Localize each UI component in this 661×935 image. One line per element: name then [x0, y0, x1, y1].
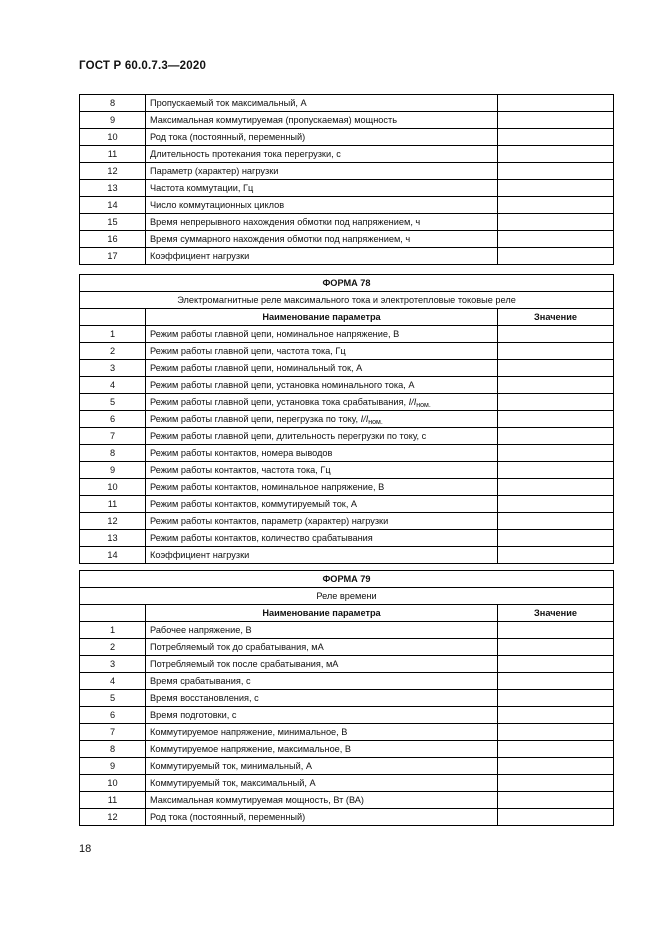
table-row — [80, 690, 614, 707]
form-78-table — [79, 274, 614, 564]
parameter-value — [498, 197, 614, 214]
row-number: 10 — [80, 129, 146, 146]
parameter-name — [146, 462, 498, 479]
table-row — [80, 428, 614, 445]
row-number: 2 — [80, 639, 146, 656]
parameter-name — [146, 197, 498, 214]
table-row — [80, 513, 614, 530]
parameter-text: Режим работы главной цепи, установка тока срабатывания, — [150, 396, 407, 407]
table-row — [80, 792, 614, 809]
parameter-name — [146, 775, 498, 792]
column-header-name: Наименование параметра — [146, 605, 498, 622]
parameter-text: Время срабатывания, с — [150, 675, 251, 686]
page-number: 18 — [79, 843, 92, 855]
table-row — [80, 707, 614, 724]
parameter-value — [498, 214, 614, 231]
parameter-text: Коммутируемый ток, максимальный, А — [150, 777, 316, 788]
parameter-name — [146, 547, 498, 564]
row-number: 12 — [80, 163, 146, 180]
table-row — [80, 411, 614, 428]
table-row — [80, 809, 614, 826]
table-row — [80, 673, 614, 690]
table-row — [80, 95, 614, 112]
table-row — [80, 656, 614, 673]
parameter-name — [146, 343, 498, 360]
row-number: 3 — [80, 656, 146, 673]
row-number: 12 — [80, 513, 146, 530]
parameter-value — [498, 639, 614, 656]
parameter-name — [146, 656, 498, 673]
parameter-value — [498, 809, 614, 826]
form-79-body — [80, 622, 614, 826]
parameter-value — [498, 445, 614, 462]
parameter-text: Коэффициент нагрузки — [150, 250, 250, 261]
parameter-value — [498, 428, 614, 445]
parameter-value — [498, 95, 614, 112]
parameter-name — [146, 129, 498, 146]
parameter-value — [498, 775, 614, 792]
parameter-value — [498, 547, 614, 564]
parameter-name — [146, 411, 498, 428]
parameter-value — [498, 656, 614, 673]
parameter-name — [146, 163, 498, 180]
table-row — [80, 479, 614, 496]
table-row — [80, 129, 614, 146]
table-row — [80, 163, 614, 180]
table-row — [80, 462, 614, 479]
parameter-name — [146, 231, 498, 248]
column-header-name: Наименование параметра — [146, 309, 498, 326]
row-number: 14 — [80, 547, 146, 564]
parameter-name — [146, 146, 498, 163]
parameter-value — [498, 112, 614, 129]
parameter-value — [498, 231, 614, 248]
parameter-value — [498, 724, 614, 741]
parameter-name — [146, 95, 498, 112]
parameter-name — [146, 707, 498, 724]
parameter-text: Режим работы главной цепи, номинальный ток, А — [150, 362, 363, 373]
row-number: 6 — [80, 707, 146, 724]
parameter-text: Число коммутационных циклов — [150, 199, 285, 210]
form-title-row — [80, 275, 614, 292]
parameter-name — [146, 360, 498, 377]
table-row — [80, 197, 614, 214]
parameter-text: Коммутируемый ток, минимальный, А — [150, 760, 312, 771]
parameter-value — [498, 360, 614, 377]
row-number: 3 — [80, 360, 146, 377]
parameter-name — [146, 394, 498, 411]
row-number: 11 — [80, 792, 146, 809]
table-row — [80, 547, 614, 564]
column-header-number — [80, 309, 146, 326]
formula-ratio: I/I — [408, 396, 417, 407]
table-row — [80, 639, 614, 656]
formula-subscript: ном. — [416, 401, 431, 409]
row-number: 11 — [80, 146, 146, 163]
parameter-name — [146, 326, 498, 343]
parameter-text: Максимальная коммутируемая мощность, Вт (ВА) — [150, 794, 364, 805]
form-subtitle-row — [80, 588, 614, 605]
row-number: 13 — [80, 530, 146, 547]
row-number: 6 — [80, 411, 146, 428]
parameter-name — [146, 792, 498, 809]
table-row — [80, 180, 614, 197]
column-header-row — [80, 309, 614, 326]
parameter-value — [498, 741, 614, 758]
parameter-value — [498, 707, 614, 724]
form-78-body — [80, 326, 614, 564]
parameter-name — [146, 496, 498, 513]
parameter-name — [146, 513, 498, 530]
form-title: ФОРМА 79 — [80, 571, 614, 588]
parameter-value — [498, 462, 614, 479]
parameter-value — [498, 326, 614, 343]
table-row — [80, 377, 614, 394]
column-header-row — [80, 605, 614, 622]
row-number: 8 — [80, 741, 146, 758]
row-number: 9 — [80, 758, 146, 775]
row-number: 12 — [80, 809, 146, 826]
parameter-name — [146, 530, 498, 547]
parameter-text: Режим работы контактов, коммутируемый ток, А — [150, 498, 358, 509]
parameter-text: Длительность протекания тока перегрузки, с — [150, 148, 341, 159]
parameter-name — [146, 673, 498, 690]
parameter-text: Потребляемый ток после срабатывания, мА — [150, 658, 339, 669]
parameter-value — [498, 758, 614, 775]
parameter-name — [146, 445, 498, 462]
table-row — [80, 326, 614, 343]
row-number: 7 — [80, 428, 146, 445]
parameter-text: Максимальная коммутируемая (пропускаемая) мощность — [150, 114, 397, 125]
formula-ratio: I/I — [360, 413, 369, 424]
row-number: 4 — [80, 377, 146, 394]
parameter-name — [146, 724, 498, 741]
parameter-value — [498, 129, 614, 146]
parameter-name — [146, 809, 498, 826]
parameter-text: Рабочее напряжение, В — [150, 624, 252, 635]
parameter-text: Режим работы контактов, количество срабатывания — [150, 532, 373, 543]
document-header: ГОСТ Р 60.0.7.3—2020 — [79, 60, 207, 72]
table-row — [80, 530, 614, 547]
parameter-value — [498, 248, 614, 265]
parameter-value — [498, 146, 614, 163]
row-number: 13 — [80, 180, 146, 197]
column-header-value: Значение — [498, 309, 614, 326]
parameter-value — [498, 343, 614, 360]
table-row — [80, 248, 614, 265]
table-row — [80, 775, 614, 792]
parameter-name — [146, 214, 498, 231]
parameter-name — [146, 690, 498, 707]
parameter-value — [498, 479, 614, 496]
row-number: 9 — [80, 112, 146, 129]
parameter-text: Коммутируемое напряжение, минимальное, В — [150, 726, 348, 737]
table-row — [80, 724, 614, 741]
table-row — [80, 496, 614, 513]
parameter-name — [146, 428, 498, 445]
parameter-value — [498, 496, 614, 513]
table-row — [80, 343, 614, 360]
parameter-text: Режим работы главной цепи, перегрузка по току, — [150, 413, 359, 424]
row-number: 8 — [80, 95, 146, 112]
parameter-name — [146, 479, 498, 496]
parameter-name — [146, 248, 498, 265]
formula-subscript: ном. — [368, 418, 383, 426]
parameter-name — [146, 112, 498, 129]
parameter-value — [498, 411, 614, 428]
parameter-text: Режим работы главной цепи, номинальное напряжение, В — [150, 328, 400, 339]
row-number: 16 — [80, 231, 146, 248]
row-number: 15 — [80, 214, 146, 231]
parameter-value — [498, 180, 614, 197]
parameter-name — [146, 741, 498, 758]
table-row — [80, 231, 614, 248]
parameter-text: Время восстановления, с — [150, 692, 259, 703]
row-number: 10 — [80, 775, 146, 792]
row-number: 11 — [80, 496, 146, 513]
parameter-text: Время подготовки, с — [150, 709, 237, 720]
row-number: 1 — [80, 326, 146, 343]
parameter-name — [146, 758, 498, 775]
parameter-text: Режим работы главной цепи, длительность перегрузки по току, с — [150, 430, 427, 441]
table-row — [80, 622, 614, 639]
row-number: 4 — [80, 673, 146, 690]
table-row — [80, 360, 614, 377]
parameter-text: Частота коммутации, Гц — [150, 182, 254, 193]
parameter-text: Род тока (постоянный, переменный) — [150, 131, 306, 142]
parameter-value — [498, 394, 614, 411]
parameter-text: Время непрерывного нахождения обмотки под напряжением, ч — [150, 216, 421, 227]
parameter-text: Род тока (постоянный, переменный) — [150, 811, 306, 822]
row-number: 7 — [80, 724, 146, 741]
table-row — [80, 445, 614, 462]
parameter-name — [146, 622, 498, 639]
form-79-table — [79, 570, 614, 826]
parameter-text: Режим работы главной цепи, частота тока, Гц — [150, 345, 346, 356]
parameter-value — [498, 622, 614, 639]
parameter-value — [498, 530, 614, 547]
parameter-name — [146, 377, 498, 394]
column-header-value: Значение — [498, 605, 614, 622]
parameter-value — [498, 377, 614, 394]
parameter-value — [498, 513, 614, 530]
form-subtitle: Реле времени — [80, 588, 614, 605]
parameter-text: Режим работы контактов, номинальное напряжение, В — [150, 481, 385, 492]
parameter-text: Потребляемый ток до срабатывания, мА — [150, 641, 324, 652]
parameter-text: Коммутируемое напряжение, максимальное, В — [150, 743, 352, 754]
parameter-text: Режим работы контактов, параметр (характер) нагрузки — [150, 515, 389, 526]
form-title-row — [80, 571, 614, 588]
form-title: ФОРМА 78 — [80, 275, 614, 292]
parameter-name — [146, 639, 498, 656]
table-body-top — [80, 95, 614, 265]
row-number: 9 — [80, 462, 146, 479]
row-number: 5 — [80, 394, 146, 411]
parameter-value — [498, 163, 614, 180]
parameter-text: Параметр (характер) нагрузки — [150, 165, 279, 176]
row-number: 14 — [80, 197, 146, 214]
row-number: 17 — [80, 248, 146, 265]
table-row — [80, 146, 614, 163]
row-number: 8 — [80, 445, 146, 462]
row-number: 5 — [80, 690, 146, 707]
row-number: 10 — [80, 479, 146, 496]
parameter-text: Пропускаемый ток максимальный, А — [150, 97, 307, 108]
parameter-text: Режим работы главной цепи, установка номинального тока, А — [150, 379, 415, 390]
column-header-number — [80, 605, 146, 622]
form-subtitle-row — [80, 292, 614, 309]
parameter-value — [498, 673, 614, 690]
parameter-text: Коэффициент нагрузки — [150, 549, 250, 560]
table-row — [80, 758, 614, 775]
parameter-text: Время суммарного нахождения обмотки под напряжением, ч — [150, 233, 411, 244]
table-row — [80, 394, 614, 411]
parameter-value — [498, 792, 614, 809]
table-row — [80, 741, 614, 758]
row-number: 2 — [80, 343, 146, 360]
row-number: 1 — [80, 622, 146, 639]
parameter-text: Режим работы контактов, частота тока, Гц — [150, 464, 331, 475]
parameter-text: Режим работы контактов, номера выводов — [150, 447, 333, 458]
table-row — [80, 214, 614, 231]
parameter-value — [498, 690, 614, 707]
table-continuation — [79, 94, 614, 265]
table-row — [80, 112, 614, 129]
form-subtitle: Электромагнитные реле максимального тока и электротепловые токовые реле — [80, 292, 614, 309]
parameter-name — [146, 180, 498, 197]
